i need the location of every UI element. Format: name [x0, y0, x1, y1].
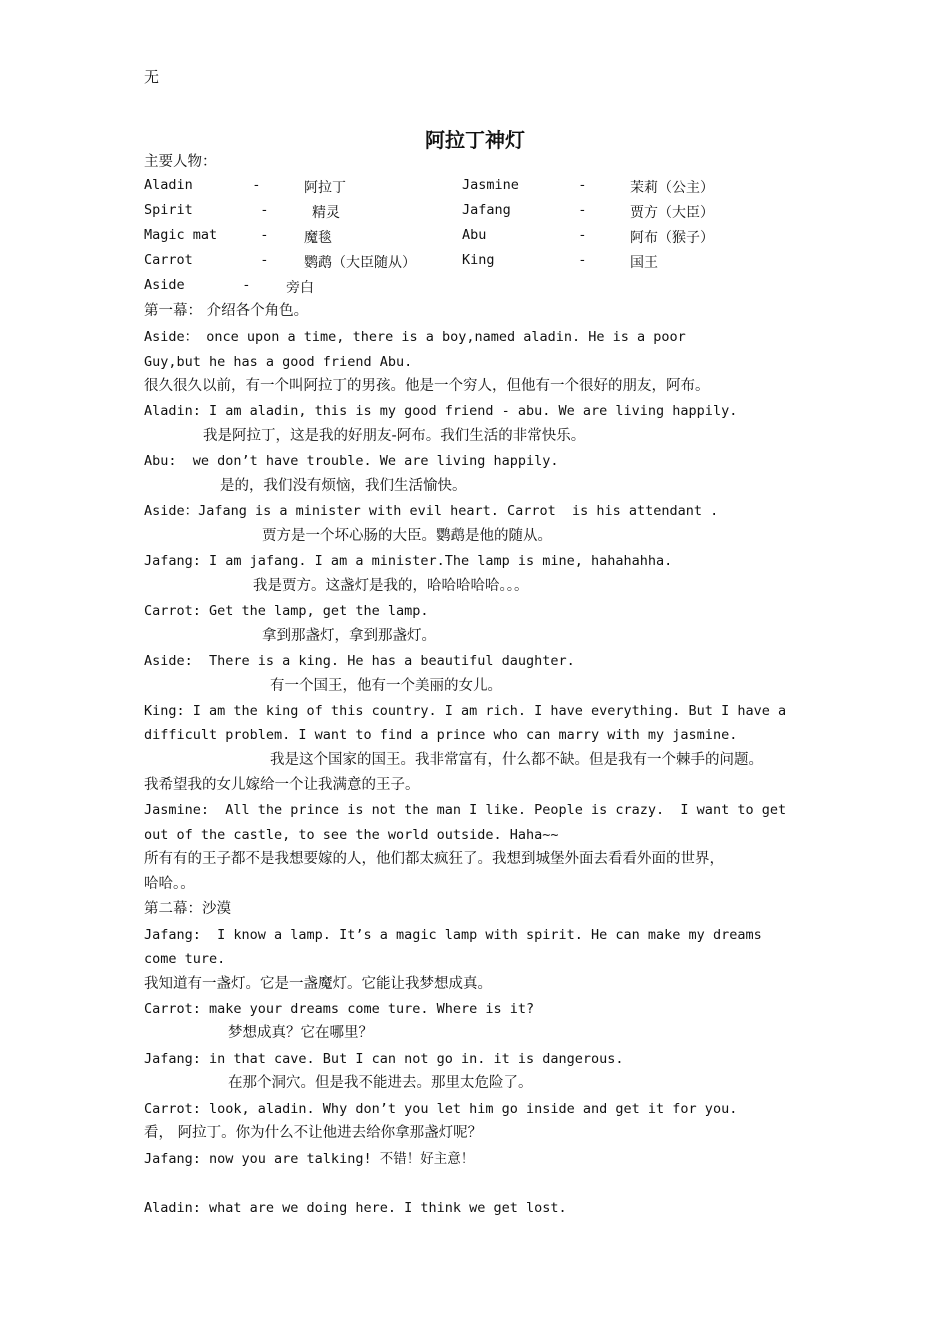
- cast-row: [144, 252, 784, 274]
- cast-name-en: Magic mat: [144, 227, 218, 243]
- script-line: Jafang: in that cave. But I can not go in. it is dangerous.: [144, 1051, 624, 1067]
- scene-heading: 第二幕：沙漠: [144, 901, 231, 917]
- cast-name-en: Aladin: [144, 177, 193, 193]
- script-line: out of the castle, to see the world outside. Haha~~: [144, 827, 559, 843]
- cast-name-en: Jasmine: [462, 177, 519, 193]
- script-line: 我希望我的女儿嫁给一个让我满意的王子。: [144, 777, 420, 793]
- cast-name-cn: 阿拉丁: [304, 180, 346, 196]
- script-line: Abu: we don’t have trouble. We are living happily.: [144, 453, 559, 469]
- cast-name-cn: 旁白: [286, 280, 314, 296]
- script-line: Aside： once upon a time, there is a boy,named aladin. He is a poor: [144, 329, 686, 345]
- script-line: 我是贾方。这盏灯是我的，哈哈哈哈哈。。。: [253, 578, 529, 594]
- cast-dash: -: [244, 277, 249, 293]
- script-line: Carrot: look, aladin. Why don’t you let him go inside and get it for you.: [144, 1101, 738, 1117]
- script-line: Carrot: make your dreams come ture. Where is it?: [144, 1001, 535, 1017]
- script-line: 看， 阿拉丁。你为什么不让他进去给你拿那盏灯呢？: [144, 1125, 483, 1141]
- script-line: Aside：Jafang is a minister with evil heart. Carrot is his attendant .: [144, 503, 719, 519]
- script-line: 贾方是一个坏心肠的大臣。鹦鹉是他的随从。: [262, 528, 552, 544]
- cast-dash: -: [254, 177, 259, 193]
- cast-dash: -: [580, 202, 585, 218]
- cast-name-cn: 贾方（大臣）: [630, 205, 714, 221]
- script-line: 哈哈。。: [144, 876, 195, 892]
- script-line: 拿到那盏灯，拿到那盏灯。: [262, 628, 436, 644]
- header-mark: 无: [144, 68, 160, 86]
- cast-name-cn: 鹦鹉（大臣随从）: [304, 255, 416, 271]
- cast-dash: -: [580, 252, 585, 268]
- script-line: King: I am the king of this country. I am rich. I have everything. But I have a: [144, 703, 787, 719]
- script-line: Jafang: I know a lamp. It’s a magic lamp with spirit. He can make my dreams: [144, 927, 762, 943]
- script-line: difficult problem. I want to find a prince who can marry with my jasmine.: [144, 727, 738, 743]
- cast-dash: -: [580, 227, 585, 243]
- script-line: Jafang: I am jafang. I am a minister.The lamp is mine, hahahahha.: [144, 553, 673, 569]
- script-line: 我知道有一盏灯。它是一盏魔灯。它能让我梦想成真。: [144, 976, 492, 992]
- cast-name-en: Abu: [462, 227, 487, 243]
- script-line: 是的，我们没有烦恼，我们生活愉快。: [220, 478, 467, 494]
- cast-name-cn: 国王: [630, 255, 658, 271]
- script-line: 我是阿拉丁，这是我的好朋友-阿布。我们生活的非常快乐。: [203, 428, 586, 444]
- cast-dash: -: [580, 177, 585, 193]
- script-line: Jasmine: All the prince is not the man I like. People is crazy. I want to get: [144, 802, 787, 818]
- script-line: Jafang: now you are talking! 不错！好主意！: [144, 1151, 475, 1167]
- script-line: 有一个国王，他有一个美丽的女儿。: [270, 678, 502, 694]
- cast-row: [144, 177, 784, 199]
- cast-name-en: Spirit: [144, 202, 193, 218]
- cast-dash: -: [262, 252, 267, 268]
- cast-name-en: Carrot: [144, 252, 193, 268]
- script-line: Guy,but he has a good friend Abu.: [144, 354, 413, 370]
- cast-name-cn: 精灵: [312, 205, 340, 221]
- cast-name-cn: 魔毯: [304, 230, 332, 246]
- cast-name-en: King: [462, 252, 495, 268]
- cast-name-en: Aside: [144, 277, 185, 293]
- script-line: Carrot: Get the lamp, get the lamp.: [144, 603, 429, 619]
- cast-dash: -: [262, 227, 267, 243]
- cast-row-aside: [144, 277, 784, 299]
- scene-heading: 第一幕： 介绍各个角色。: [144, 303, 309, 319]
- script-line: Aladin: I am aladin, this is my good friend - abu. We are living happily.: [144, 403, 738, 419]
- cast-heading: 主要人物：: [144, 154, 217, 170]
- cast-name-en: Jafang: [462, 202, 511, 218]
- script-line: 我是这个国家的国王。我非常富有，什么都不缺。但是我有一个棘手的问题。: [270, 752, 763, 768]
- cast-dash: -: [262, 202, 267, 218]
- script-line: 很久很久以前，有一个叫阿拉丁的男孩。他是一个穷人，但他有一个很好的朋友，阿布。: [144, 378, 710, 394]
- cast-row: [144, 202, 784, 224]
- script-line: 所有有的王子都不是我想要嫁的人，他们都太疯狂了。我想到城堡外面去看看外面的世界，: [144, 851, 724, 867]
- script-line: 梦想成真？它在哪里？: [228, 1025, 373, 1041]
- document-title: 阿拉丁神灯: [425, 128, 525, 152]
- script-line: 在那个洞穴。但是我不能进去。那里太危险了。: [228, 1075, 533, 1091]
- cast-name-cn: 阿布（猴子）: [630, 230, 714, 246]
- cast-row: [144, 227, 784, 249]
- script-line: Aside: There is a king. He has a beautiful daughter.: [144, 653, 575, 669]
- script-line: Aladin: what are we doing here. I think we get lost.: [144, 1200, 567, 1216]
- cast-name-cn: 茉莉（公主）: [630, 180, 714, 196]
- script-line: come ture.: [144, 951, 226, 967]
